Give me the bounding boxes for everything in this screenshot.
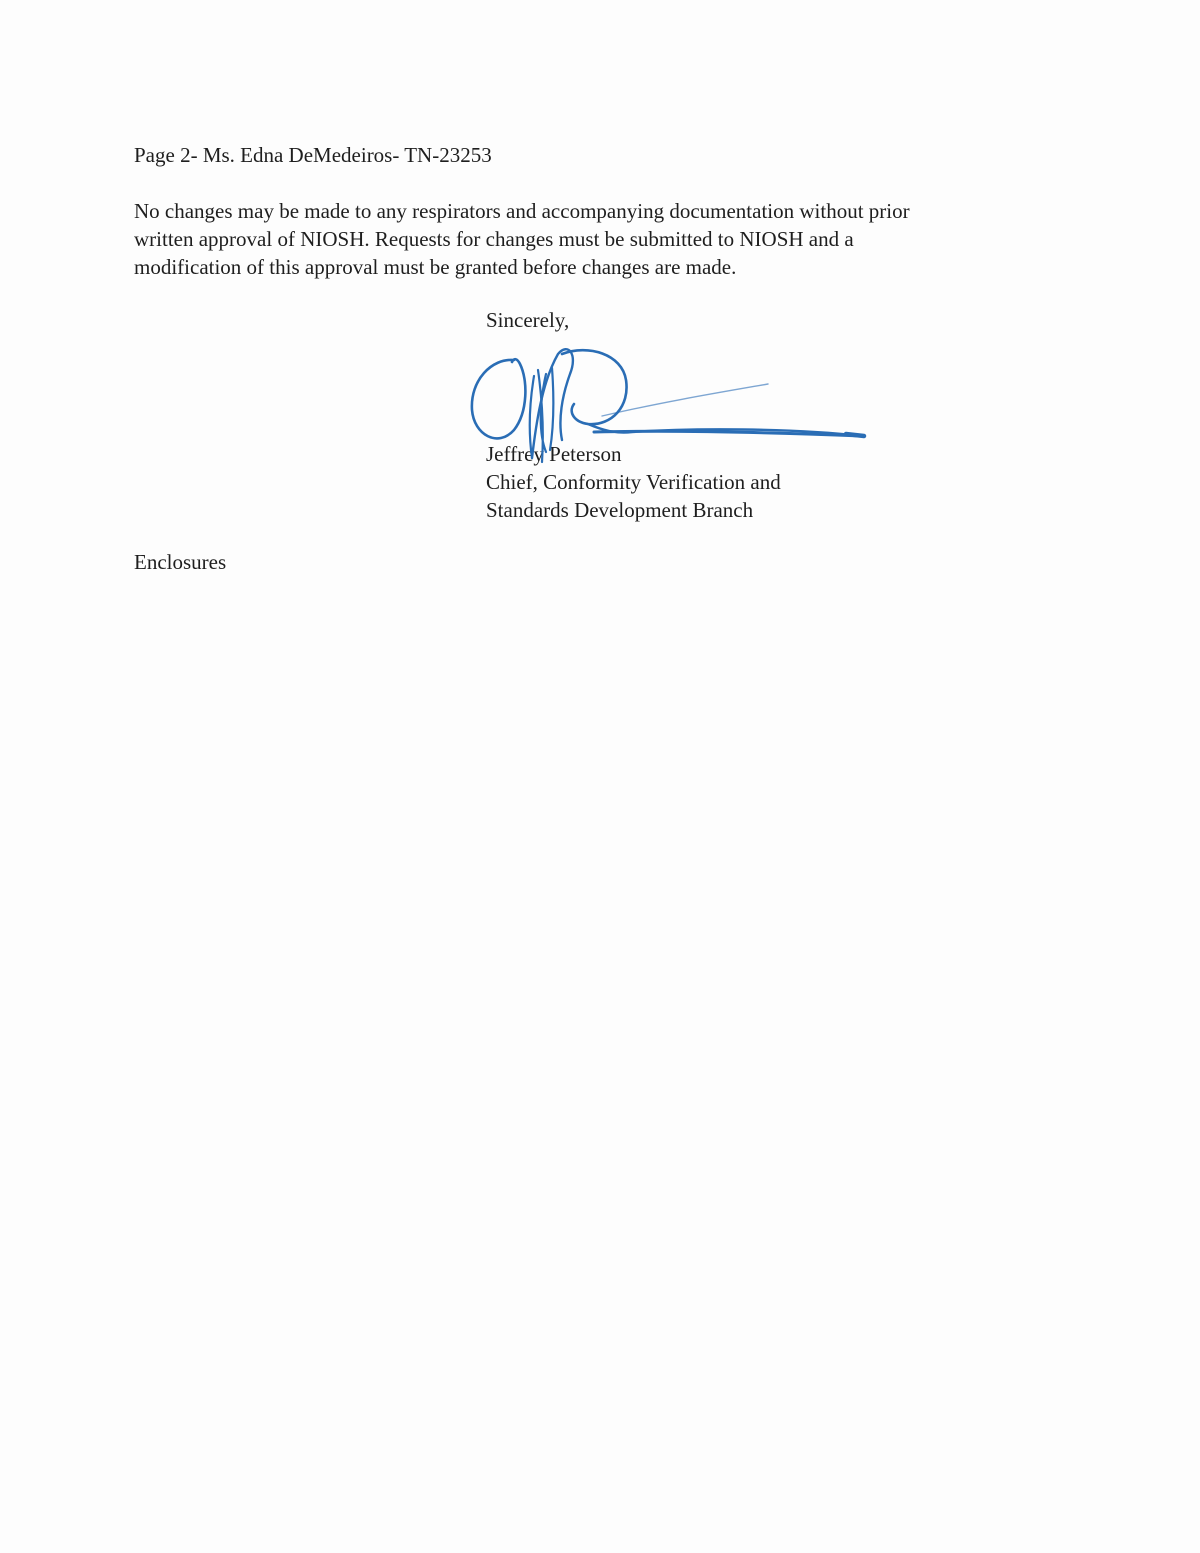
closing-salutation: Sincerely, (486, 308, 570, 332)
signature-stroke (846, 434, 864, 436)
paragraph-line: No changes may be made to any respirators and accompanying documentation without prior (134, 199, 910, 223)
paragraph-line: modification of this approval must be granted before changes are made. (134, 255, 737, 279)
signer-title-line: Standards Development Branch (486, 498, 754, 522)
signer-name: Jeffrey Peterson (486, 442, 622, 466)
paragraph-line: written approval of NIOSH. Requests for changes must be submitted to NIOSH and a (134, 227, 854, 251)
closing-block (486, 306, 569, 334)
page-reference-header: Page 2- Ms. Edna DeMedeiros- TN-23253 (134, 143, 492, 167)
handwritten-signature (462, 340, 882, 480)
signer-title-line: Chief, Conformity Verification and (486, 470, 781, 494)
signature-stroke (472, 359, 526, 438)
body-paragraph (134, 197, 1034, 281)
enclosures-label: Enclosures (134, 550, 227, 574)
